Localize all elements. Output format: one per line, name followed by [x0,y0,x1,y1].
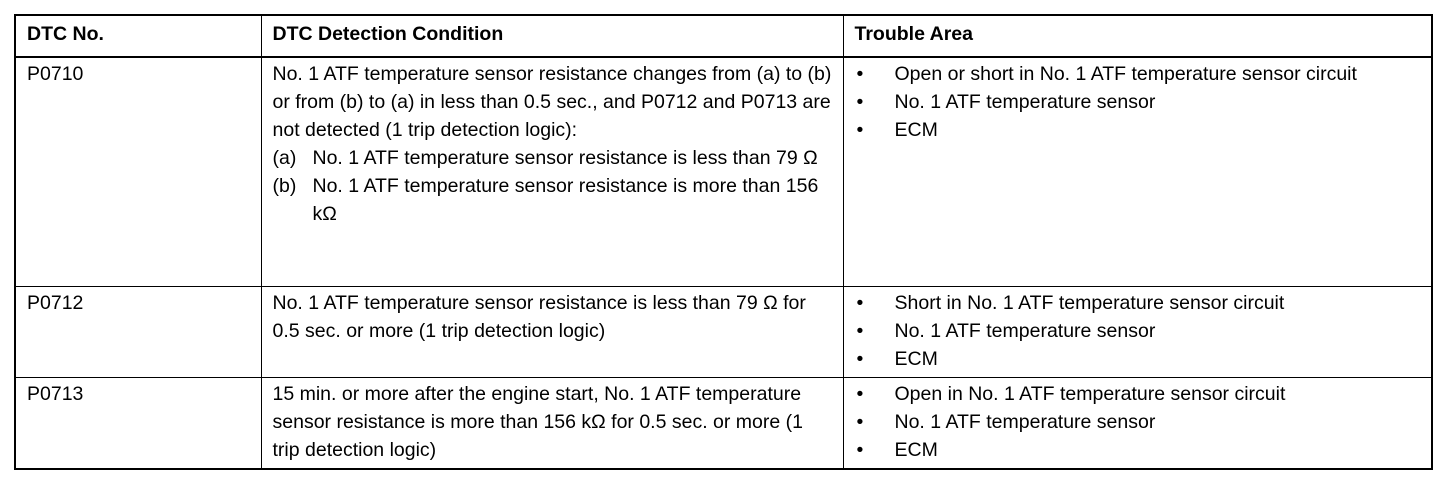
bullet-icon: • [856,292,864,314]
trouble-area-text: ECM [894,119,938,141]
condition-cell [261,287,843,378]
condition-text: No. 1 ATF temperature sensor resistance is less than 79 Ω for 0.5 sec. or more (1 trip detection logic) [272,292,806,342]
sub-item-text: No. 1 ATF temperature sensor resistance is less than 79 Ω [312,147,818,169]
trouble-area-cell [843,287,1432,378]
bullet-icon: • [856,383,864,405]
dtc-table [14,14,1433,470]
header-dtc-no: DTC No. [15,15,261,57]
bullet-icon: • [856,63,864,85]
trouble-area-text: Open in No. 1 ATF temperature sensor circuit [894,383,1286,405]
list-item [855,436,1424,464]
trouble-area-text: Short in No. 1 ATF temperature sensor circuit [894,292,1285,314]
bullet-icon: • [856,320,864,342]
dtc-code-cell: P0712 [15,287,261,378]
sub-item-text: No. 1 ATF temperature sensor resistance is more than 156 kΩ [312,175,819,225]
trouble-area-list [855,289,1424,373]
condition-sub-item [273,144,835,172]
bullet-icon: • [856,119,864,141]
trouble-area-text: ECM [894,348,938,370]
trouble-area-list [855,380,1424,464]
list-item [855,408,1424,436]
table-row [15,287,1432,378]
header-detection-condition: DTC Detection Condition [261,15,843,57]
list-item [855,88,1424,116]
bullet-icon: • [856,439,864,461]
condition-text: 15 min. or more after the engine start, No. 1 ATF temperature sensor resistance is more than 156 kΩ for 0.5 sec. or more (1 trip detection logic) [272,383,803,461]
header-trouble-area: Trouble Area [843,15,1432,57]
header-row [15,15,1432,57]
bullet-icon: • [856,411,864,433]
dtc-code-cell: P0710 [15,57,261,287]
condition-cell [261,57,843,287]
sub-item-marker: (a) [272,147,297,169]
trouble-area-text: No. 1 ATF temperature sensor [894,411,1156,433]
list-item [855,116,1424,144]
condition-sub-item [273,172,835,228]
trouble-area-text: ECM [894,439,938,461]
bullet-icon: • [856,348,864,370]
dtc-code-cell: P0713 [15,378,261,470]
table-row [15,57,1432,287]
trouble-area-text: Open or short in No. 1 ATF temperature sensor circuit [894,63,1357,85]
list-item [855,345,1424,373]
trouble-area-cell [843,378,1432,470]
list-item [855,317,1424,345]
sub-item-marker: (b) [272,175,297,197]
table-row [15,378,1432,470]
list-item [855,289,1424,317]
trouble-area-list [855,60,1424,144]
list-item [855,380,1424,408]
trouble-area-text: No. 1 ATF temperature sensor [894,320,1156,342]
trouble-area-cell [843,57,1432,287]
bullet-icon: • [856,91,864,113]
condition-cell [261,378,843,470]
trouble-area-text: No. 1 ATF temperature sensor [894,91,1156,113]
condition-text: No. 1 ATF temperature sensor resistance changes from (a) to (b) or from (b) to (a) in less than 0.5 sec., and P0712 and P0713 are not detected (1 trip detection logic): [272,63,832,141]
list-item [855,60,1424,88]
